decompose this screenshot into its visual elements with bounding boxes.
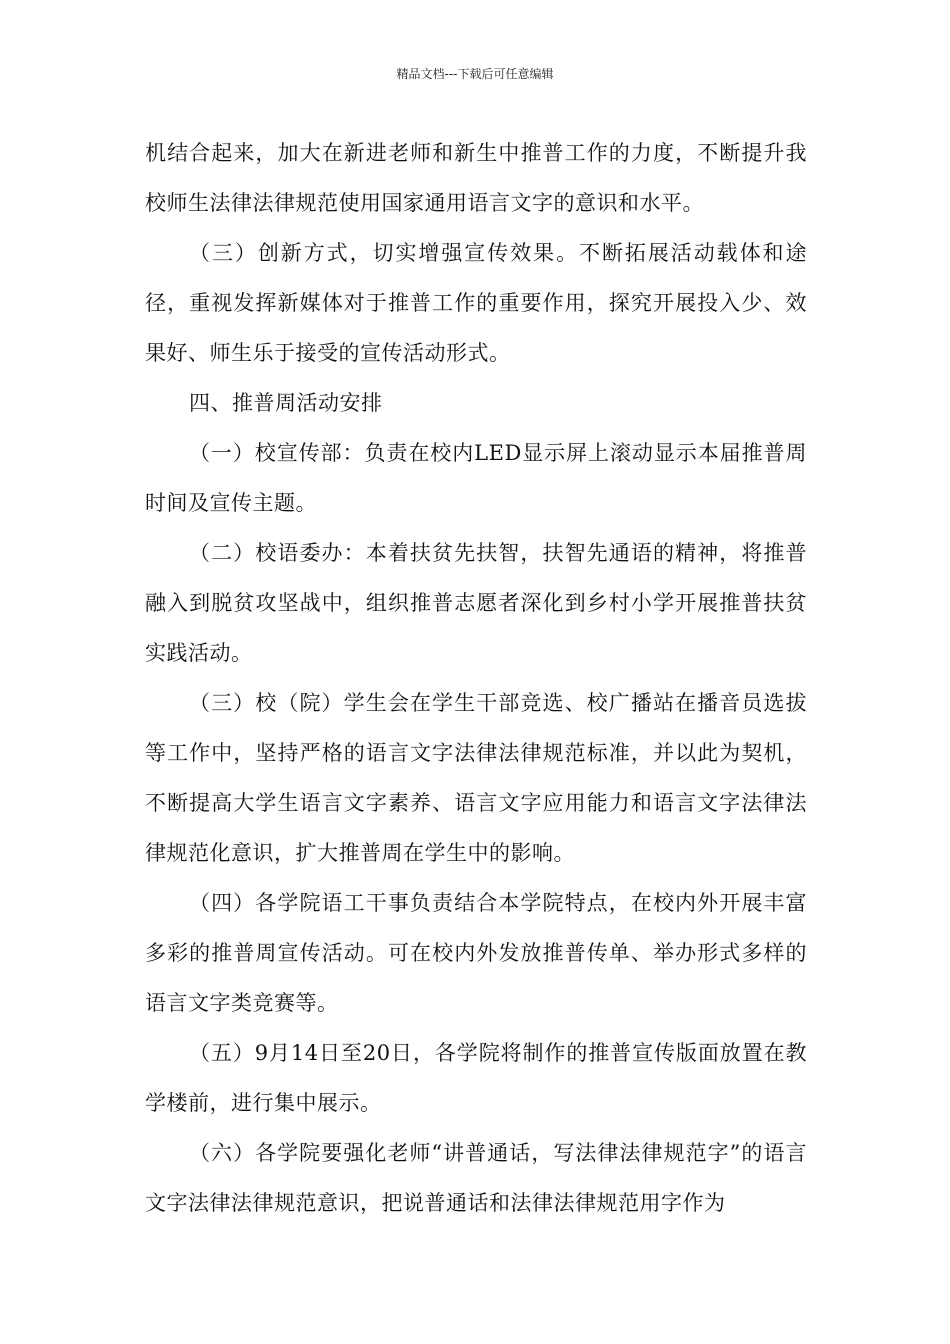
paragraph-language-committee: （二）校语委办：本着扶贫先扶智，扶智先通语的精神，将推普融入到脱贫攻坚战中，组织推普志愿者深化到乡村小学开展推普扶贫实践活动。 <box>145 541 807 665</box>
paragraph-innovation-method: （三）创新方式，切实增强宣传效果。不断拓展活动载体和途径，重视发挥新媒体对于推普工作的重要作用，探究开展投入少、效果好、师生乐于接受的宣传活动形式。 <box>145 241 807 365</box>
paragraph-publicity-department: （一）校宣传部：负责在校内LED显示屏上滚动显示本届推普周时间及宣传主题。 <box>145 441 807 515</box>
paragraph-college-officers: （四）各学院语工干事负责结合本学院特点，在校内外开展丰富多彩的推普周宣传活动。可在校内外发放推普传单、举办形式多样的语言文字类竞赛等。 <box>145 891 807 1015</box>
paragraph-teacher-awareness: （六）各学院要强化老师“讲普通话，写法律法律规范字”的语言文字法律法律规范意识，把说普通话和法律法律规范用字作为 <box>145 1141 807 1215</box>
paragraph-student-union: （三）校（院）学生会在学生干部竞选、校广播站在播音员选拔等工作中，坚持严格的语言文字法律法律规范标准，并以此为契机，不断提高大学生语言文字素养、语言文字应用能力和语言文字法律法律规范化意识，扩大推普周在学生中的影响。 <box>145 691 807 865</box>
section-heading-activity-schedule: 四、推普周活动安排 <box>189 391 383 415</box>
page-header: 精品文档---下载后可任意编辑 <box>396 67 554 81</box>
document-body <box>145 128 807 1228</box>
paragraph-exhibition-dates: （五）9月14日至20日，各学院将制作的推普宣传版面放置在教学楼前，进行集中展示。 <box>145 1041 807 1115</box>
paragraph-continuation: 机结合起来，加大在新进老师和新生中推普工作的力度，不断提升我校师生法律法律规范使用国家通用语言文字的意识和水平。 <box>145 141 807 215</box>
